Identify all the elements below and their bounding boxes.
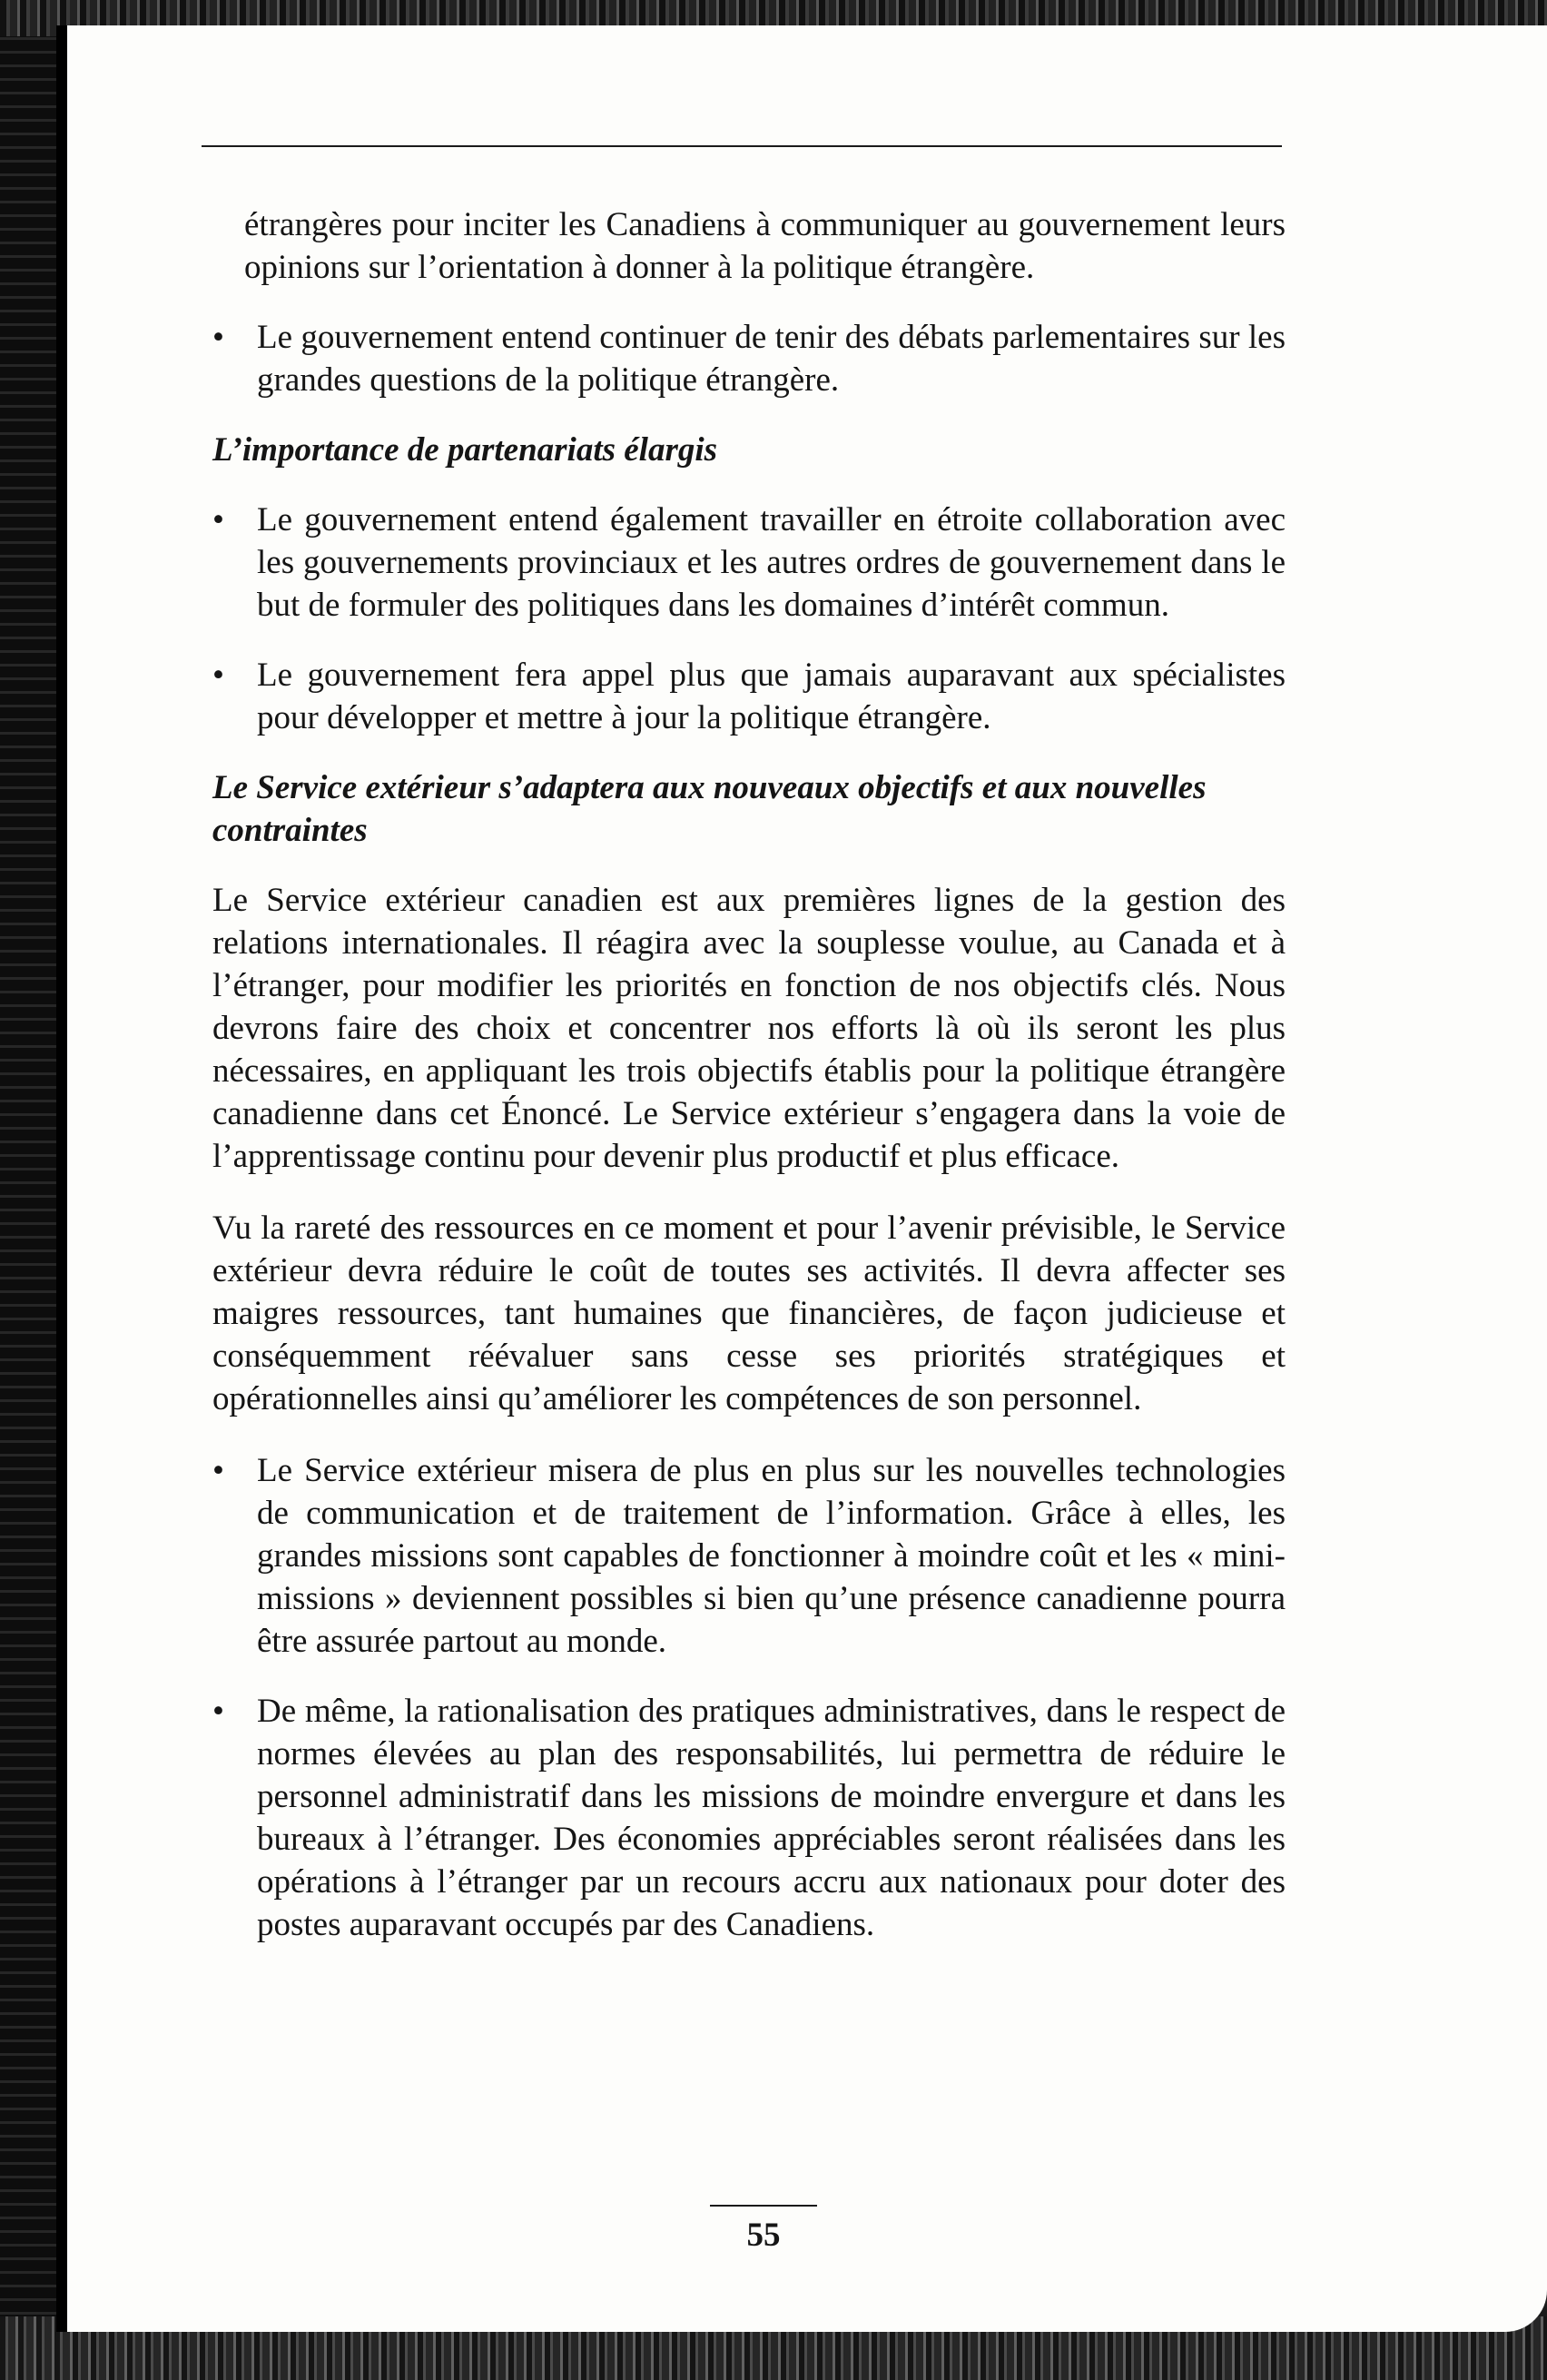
bullet-item (212, 1449, 1286, 1663)
bullet-dot-icon: • (212, 319, 224, 356)
body-paragraph: Vu la rareté des ressources en ce moment et pour l’avenir prévisible, le Service extérieur devra réduire le coût de toutes ses activités. Il devra affecter ses maigres ressources, tant humaines que financières, de façon judicieuse et conséquemment réévaluer sans cesse ses priorités stratégiques et opérationnelles ainsi qu’améliorer les compétences de son personnel. (212, 1210, 1286, 1417)
bullet-dot-icon: • (212, 501, 224, 538)
page-number: 55 (710, 2205, 817, 2255)
bullet-item (212, 654, 1286, 739)
bullet-dot-icon: • (212, 657, 224, 694)
bullet-text: Le Service extérieur misera de plus en plus sur les nouvelles technologies de communication et de traitement de l’information. Grâce à elles, les grandes missions sont capables de fonctionner à moindre coût et les « mini-missions » deviennent possibles si bien qu’une présence canadienne pourra être assurée partout au monde. (257, 1452, 1286, 1660)
header-rule (202, 145, 1282, 147)
bullet-item (212, 316, 1286, 401)
section-heading: L’importance de partenariats élargis (212, 431, 718, 469)
bullet-item (212, 1690, 1286, 1946)
scan-border-left (0, 0, 64, 2380)
bullet-text: Le gouvernement entend également travailler en étroite collaboration avec les gouvernements provinciaux et les autres ordres de gouvernement dans le but de formuler des politiques dans les domaines d’intérêt commun. (257, 501, 1286, 624)
bullet-dot-icon: • (212, 1452, 224, 1489)
section-heading: Le Service extérieur s’adaptera aux nouveaux objectifs et aux nouvelles contraintes (212, 769, 1207, 849)
body-paragraph: Le Service extérieur canadien est aux premières lignes de la gestion des relations internationales. Il réagira avec la souplesse voulue, au Canada et à l’étranger, pour modifier les priorités en fonction de nos objectifs clés. Nous devrons faire des choix et concentrer nos efforts là où ils seront les plus nécessaires, en appliquant les trois objectifs établis pour la politique étrangère canadienne dans cet Énoncé. Le Service extérieur s’engagera dans la voie de l’apprentissage continu pour devenir plus productif et plus efficace. (212, 882, 1286, 1175)
document-page (56, 25, 1547, 2332)
continuation-text: étrangères pour inciter les Canadiens à communiquer au gouvernement leurs opinions sur l’orientation à donner à la politique étrangère. (244, 206, 1286, 286)
bullet-item (212, 499, 1286, 627)
bullet-dot-icon: • (212, 1693, 224, 1730)
bullet-text: Le gouvernement entend continuer de tenir des débats parlementaires sur les grandes questions de la politique étrangère. (257, 319, 1286, 399)
page-body (212, 203, 1286, 1946)
bullet-text: De même, la rationalisation des pratiques administratives, dans le respect de normes élevées au plan des responsabilités, lui permettra de réduire le personnel administratif dans les missions de moindre envergure et dans les bureaux à l’étranger. Des économies appréciables seront réalisées dans les opérations à l’étranger par un recours accru aux nationaux pour doter des postes auparavant occupés par des Canadiens. (257, 1693, 1286, 1943)
bullet-text: Le gouvernement fera appel plus que jamais auparavant aux spécialistes pour développer et mettre à jour la politique étrangère. (257, 657, 1286, 736)
